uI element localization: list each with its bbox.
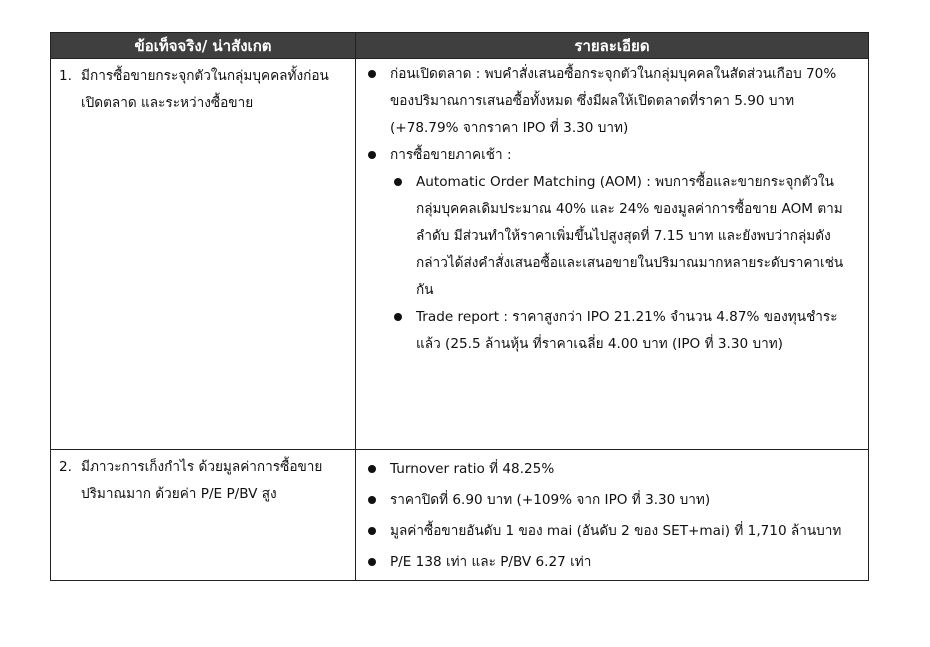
detail-text: Trade report : ราคาสูงกว่า IPO 21.21% จำนวน 4.87% ของทุนชำระแล้ว (25.5 ล้านหุ้น ที่ราคาเฉลี่ย 4.00 บาท (IPO ที่ 3.30 บาท) — [416, 309, 838, 352]
table-header-row — [51, 33, 869, 59]
detail-bullet — [366, 142, 858, 169]
detail-text: Automatic Order Matching (AOM) : พบการซื้อและขายกระจุกตัวในกลุ่มบุคคลเดิมประมาณ 40% และ 24% ของมูลค่าการซื้อขาย AOM ตามลำดับ มีส่วนทำให้ราคาเพิ่มขึ้นไปสูงสุดที่ 7.15 บาท และยังพบว่ากลุ่มดังกล่าวได้ส่งคำสั่งเสนอซื้อและเสนอขายในปริมาณมากหลายระดับราคาเช่นกัน — [416, 174, 844, 298]
bullet-icon — [366, 142, 390, 169]
fact-number: 1. — [59, 68, 72, 84]
bullet-icon — [366, 518, 390, 545]
fact-item — [59, 63, 349, 117]
bullet-icon — [366, 456, 390, 483]
detail-bullet — [366, 487, 858, 514]
detail-sub-bullet — [392, 304, 858, 358]
header-facts: ข้อเท็จจริง/ น่าสังเกต — [51, 33, 356, 59]
fact-text: มีการซื้อขายกระจุกตัวในกลุ่มบุคคลทั้งก่อนเปิดตลาด และระหว่างซื้อขาย — [81, 68, 329, 111]
detail-bullet — [366, 518, 858, 545]
detail-text: การซื้อขายภาคเช้า : — [390, 147, 512, 163]
header-details: รายละเอียด — [356, 33, 869, 59]
detail-text: ก่อนเปิดตลาด : พบคำสั่งเสนอซื้อกระจุกตัวในกลุ่มบุคคลในสัดส่วนเกือบ 70% ของปริมาณการเสนอซื้อทั้งหมด ซึ่งมีผลให้เปิดตลาดที่ราคา 5.90 บาท (+78.79% จากราคา IPO ที่ 3.30 บาท) — [390, 66, 837, 136]
detail-text: ราคาปิดที่ 6.90 บาท (+109% จาก IPO ที่ 3.30 บาท) — [390, 492, 711, 508]
detail-text: Turnover ratio ที่ 48.25% — [390, 461, 555, 477]
fact-text: มีภาวะการเก็งกำไร ด้วยมูลค่าการซื้อขายปริมาณมาก ด้วยค่า P/E P/BV สูง — [81, 459, 323, 502]
detail-bullet — [366, 456, 858, 483]
bullet-icon — [366, 487, 390, 514]
detail-cell — [356, 450, 869, 581]
detail-bullet — [366, 61, 858, 142]
bullet-icon — [392, 304, 416, 331]
bullet-icon — [392, 169, 416, 196]
detail-text: P/E 138 เท่า และ P/BV 6.27 เท่า — [390, 554, 592, 570]
table-row — [51, 59, 869, 450]
bullet-icon — [366, 549, 390, 576]
fact-item — [59, 454, 349, 508]
fact-cell — [51, 450, 356, 581]
detail-bullet — [366, 549, 858, 576]
fact-number: 2. — [59, 459, 72, 475]
detail-cell — [356, 59, 869, 450]
detail-text: มูลค่าซื้อขายอันดับ 1 ของ mai (อันดับ 2 ของ SET+mai) ที่ 1,710 ล้านบาท — [390, 523, 842, 539]
facts-table — [50, 32, 869, 581]
fact-cell — [51, 59, 356, 450]
detail-sub-bullet — [392, 169, 858, 304]
bullet-icon — [366, 61, 390, 88]
table-row — [51, 450, 869, 581]
